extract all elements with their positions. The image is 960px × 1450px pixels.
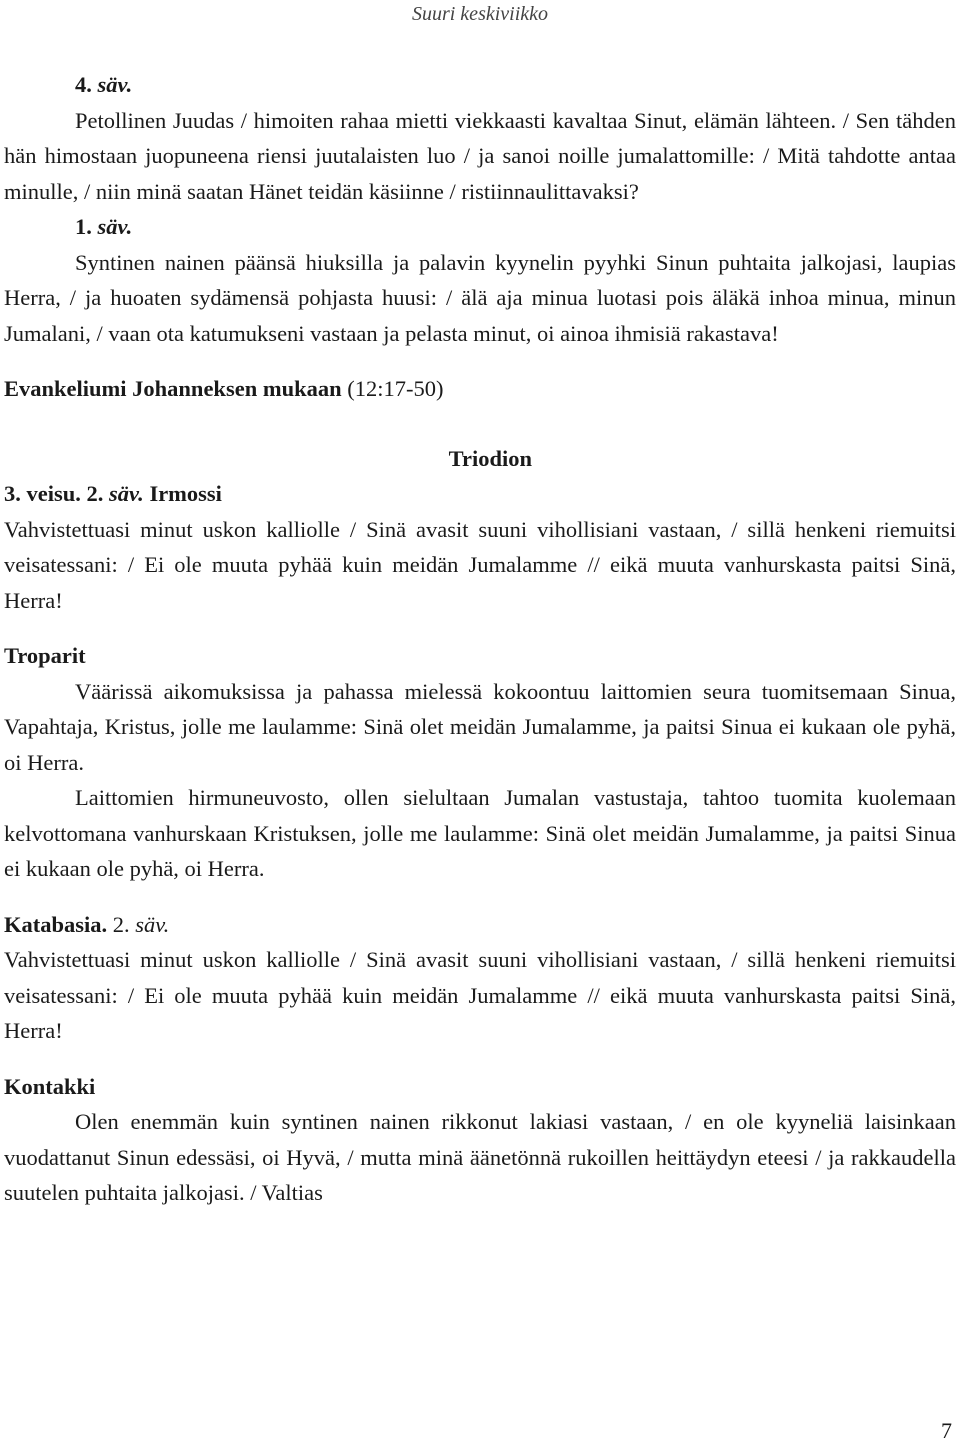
irmos-label: Irmossi [149, 481, 222, 506]
triodion-heading: Triodion [448, 445, 532, 471]
katavasia-heading [4, 907, 956, 943]
gospel-reference: (12:17-50) [347, 376, 444, 401]
gospel-title: Evankeliumi Johanneksen mukaan [4, 376, 342, 401]
tone-label: säv. [109, 481, 144, 506]
tone-number: 4. [75, 72, 92, 97]
spacer [4, 887, 956, 907]
tone-label: säv. [135, 911, 170, 937]
tone-label: säv. [97, 214, 133, 239]
spacer [4, 618, 956, 638]
katavasia-label: Katabasia. [4, 911, 108, 937]
kontakion-heading: Kontakki [4, 1073, 96, 1099]
troparion-verse-2: Laittomien hirmuneuvosto, ollen sielultaan Jumalan vastustaja, tahtoo tuomita kuolemaan kelvottomana vanhurskaan Kristuksen, jolle me laulamme: Sinä olet meidän Jumalamme, ja paitsi Sinua ei kukaan ole pyhä, oi Herra. [4, 785, 956, 881]
hymn-text-judas: Petollinen Juudas / himoiten rahaa mietti viekkaasti kavaltaa Sinut, elämän lähteen. / Sen tähden hän himostaan juopuneena riensi juutalaisten luo / ja sanoi noille jumalattomille: / Mitä tahdotte antaa minulle, / niin minä saatan Hänet teidän käsiinne / ristiinnaulittavaksi? [4, 107, 956, 204]
katavasia-text: Vahvistettuasi minut uskon kalliolle / Sinä avasit suuni vihollisiani vastaan, / sillä henkeni riemuitsi veisatessani: / Ei ole muuta pyhää kuin meidän Jumalamme // eikä muuta vanhurskasta paitsi Sinä, Herra! [4, 947, 956, 1043]
spacer [4, 351, 956, 371]
hymn-text-sinful-woman: Syntinen nainen päänsä hiuksilla ja palavin kyynelin pyyhki Sinun puhtaita jalkojasi, laupias Herra, / ja huoaten sydämensä pohjasta huusi: / älä aja minua luotasi pois äläkä inhoa minua, minun Jumalani, / vaan ota katumukseni vastaan ja pelasta minut, oi ainoa ihmisiä rakastava! [4, 249, 956, 346]
troparion-verse-1: Väärissä aikomuksissa ja pahassa mielessä kokoontuu laittomien seura tuomitsemaan Sinua, Vapahtaja, Kristus, jolle me laulamme: Sinä olet meidän Jumalamme, ja paitsi Sinua ei kukaan ole pyhä, oi Herra. [4, 678, 956, 775]
tone-label: säv. [97, 72, 133, 97]
tone-heading-1 [4, 209, 956, 245]
spacer [4, 407, 956, 441]
kontakion-text: Olen enemmän kuin syntinen nainen rikkonut lakiasi vastaan, / en ole kyyneliä laisinkaan vuodattanut Sinun edessäsi, oi Hyvä, / mutta minä äänetönnä rukoillen heittäydyn eteesi / ja rakkaudella suutelen puhtaita jalkojasi. / Valtias [4, 1109, 956, 1205]
irmos-text: Vahvistettuasi minut uskon kalliolle / Sinä avasit suuni vihollisiani vastaan, / sillä henkeni riemuitsi veisatessani: / Ei ole muuta pyhää kuin meidän Jumalamme // eikä muuta vanhurskasta paitsi Sinä, Herra! [4, 516, 956, 613]
tone-number: 2. [112, 911, 130, 937]
tone-number: 2. [86, 481, 104, 506]
irmos-heading [4, 476, 956, 512]
running-header: Suuri keskiviikko [411, 3, 549, 25]
page-number: 7 [941, 1418, 952, 1443]
spacer [4, 1049, 956, 1069]
tone-number: 1. [75, 214, 92, 239]
gospel-heading [4, 371, 956, 407]
tone-heading-4 [4, 67, 956, 103]
ode-label: 3. veisu. [4, 481, 81, 506]
troparia-heading: Troparit [4, 643, 86, 668]
document-body [4, 67, 956, 1211]
